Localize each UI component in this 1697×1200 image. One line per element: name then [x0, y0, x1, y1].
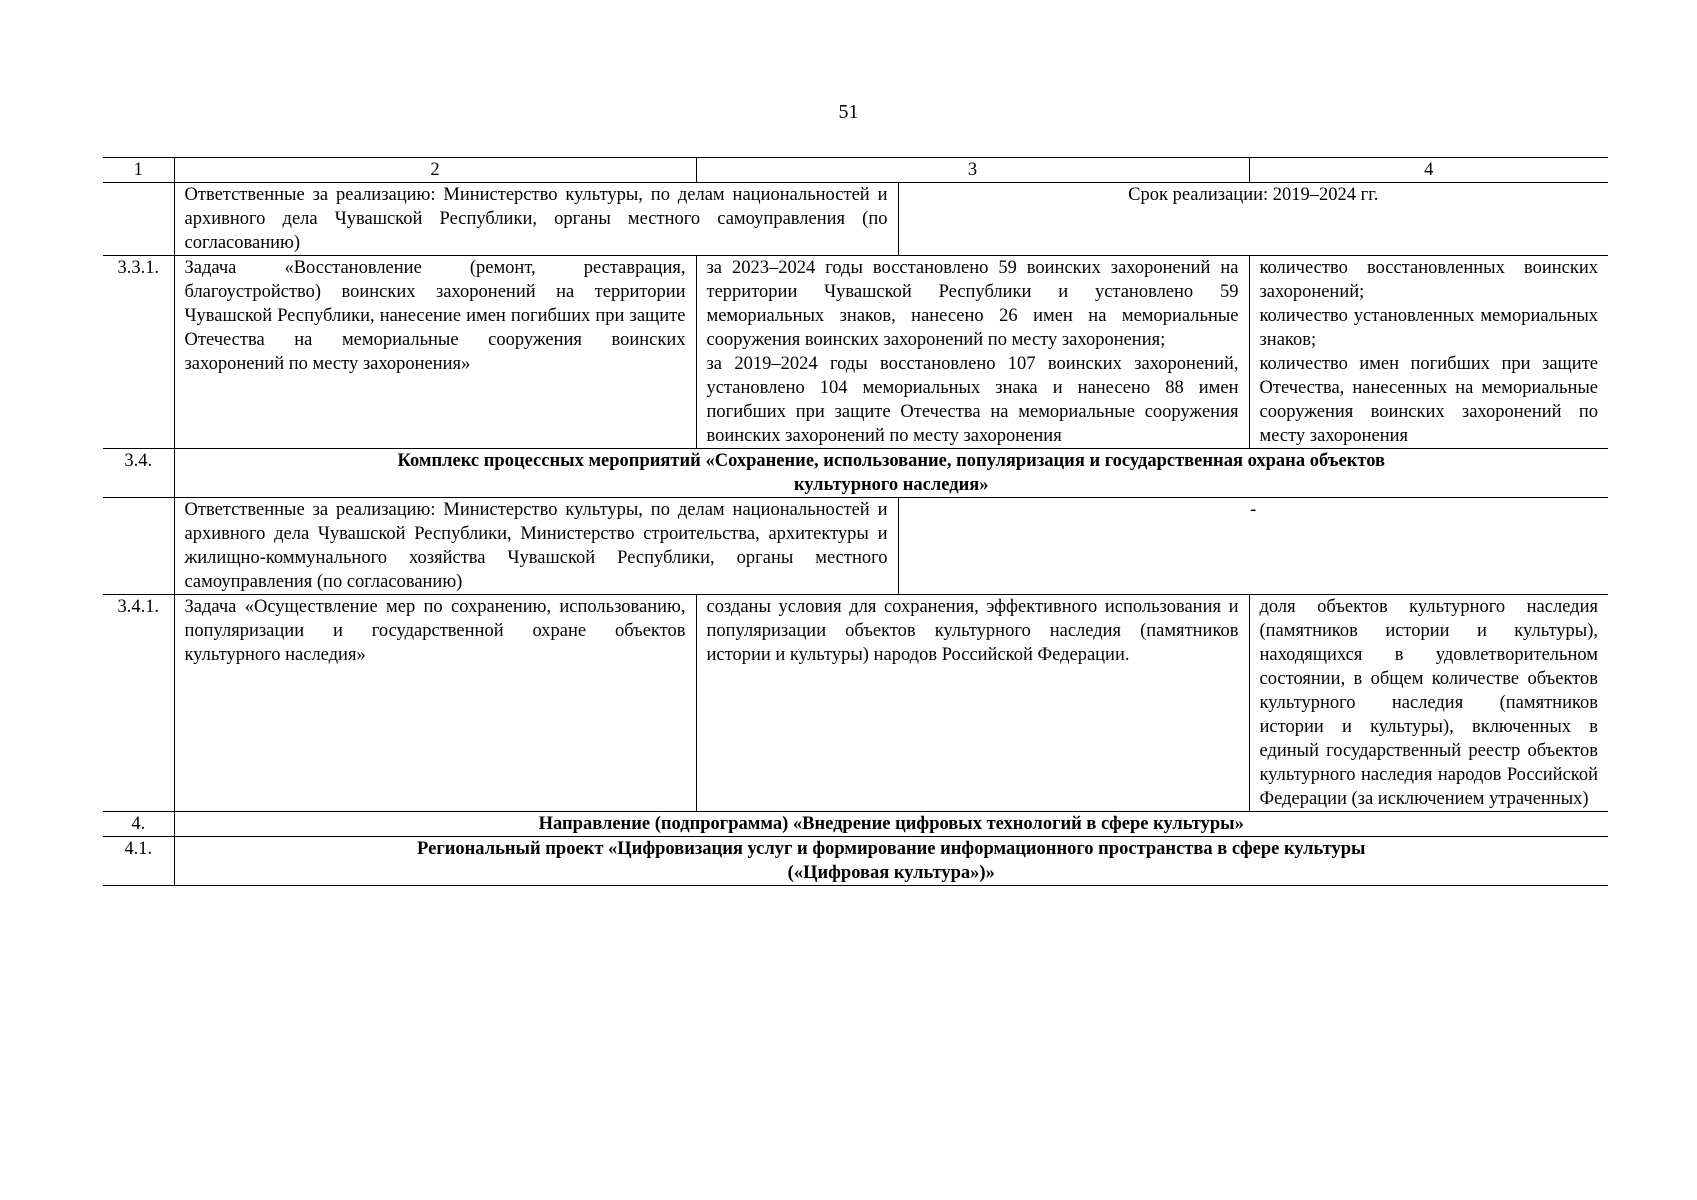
term-cell: Срок реализации: 2019–2024 гг.	[898, 183, 1608, 256]
row-number	[103, 183, 174, 256]
section-title: Направление (подпрограмма) «Внедрение цифровых технологий в сфере культуры»	[174, 812, 1608, 837]
result-text: за 2019–2024 годы восстановлено 107 воинских захоронений, установлено 104 мемориальных знака и нанесено 88 имен погибших при защите Отечества на мемориальные сооружения воинских захоронений по месту захоронения	[706, 354, 1239, 446]
result-cell: созданы условия для сохранения, эффективного использования и популяризации объектов культурного наследия (памятников истории и культуры) народов Российской Федерации.	[696, 595, 1249, 812]
row-number: 3.4.	[103, 449, 174, 498]
table-row	[103, 812, 1608, 837]
table-header-row	[103, 158, 1608, 183]
header-col-4: 4	[1249, 158, 1608, 183]
header-col-3: 3	[696, 158, 1249, 183]
indicator-text: количество установленных мемориальных знаков;	[1259, 306, 1598, 350]
section-title: Региональный проект «Цифровизация услуг и формирование информационного пространства в сфере культуры («Цифровая культура»)»	[174, 837, 1608, 886]
table-row	[103, 449, 1608, 498]
row-number	[103, 498, 174, 595]
indicator-text: количество восстановленных воинских захоронений;	[1259, 258, 1598, 302]
table-row	[103, 256, 1608, 449]
responsible-cell: Ответственные за реализацию: Министерство культуры, по делам национальностей и архивного дела Чувашской Республики, органы местного самоуправления (по согласованию)	[174, 183, 898, 256]
table-row	[103, 498, 1608, 595]
indicator-cell: доля объектов культурного наследия (памятников истории и культуры), находящихся в удовлетворительном состоянии, в общем количестве объектов культурного наследия (памятников истории и культуры), включенных в единый государственный реестр объектов культурного наследия народов Российской Федерации (за исключением утраченных)	[1249, 595, 1608, 812]
task-cell: Задача «Осуществление мер по сохранению, использованию, популяризации и государственной охране объектов культурного наследия»	[174, 595, 696, 812]
row-number: 4.	[103, 812, 174, 837]
header-col-2: 2	[174, 158, 696, 183]
table-row	[103, 183, 1608, 256]
table-row	[103, 837, 1608, 886]
indicator-cell	[1249, 256, 1608, 449]
table-row	[103, 595, 1608, 812]
header-col-1: 1	[103, 158, 174, 183]
result-text: за 2023–2024 годы восстановлено 59 воинских захоронений на территории Чувашской Республики и установлено 59 мемориальных знаков, нанесено 26 имен на мемориальные сооружения воинских захоронений по месту захоронения;	[706, 258, 1239, 350]
program-table	[103, 157, 1608, 886]
term-cell: -	[898, 498, 1608, 595]
task-cell: Задача «Восстановление (ремонт, реставрация, благоустройство) воинских захоронений на территории Чувашской Республики, нанесение имен погибших при защите Отечества на мемориальные сооружения воинских захоронений по месту захоронения»	[174, 256, 696, 449]
section-title: Комплекс процессных мероприятий «Сохранение, использование, популяризация и государственная охрана объектов культурного наследия»	[174, 449, 1608, 498]
page-number: 51	[838, 101, 859, 123]
row-number: 4.1.	[103, 837, 174, 886]
row-number: 3.4.1.	[103, 595, 174, 812]
responsible-cell: Ответственные за реализацию: Министерство культуры, по делам национальностей и архивного дела Чувашской Республики, Министерство строительства, архитектуры и жилищно-коммунального хозяйства Чувашской Республики, органы местного самоуправления (по согласованию)	[174, 498, 898, 595]
indicator-text: количество имен погибших при защите Отечества, нанесенных на мемориальные сооружения воинских захоронений по месту захоронения	[1259, 354, 1598, 446]
row-number: 3.3.1.	[103, 256, 174, 449]
result-cell	[696, 256, 1249, 449]
